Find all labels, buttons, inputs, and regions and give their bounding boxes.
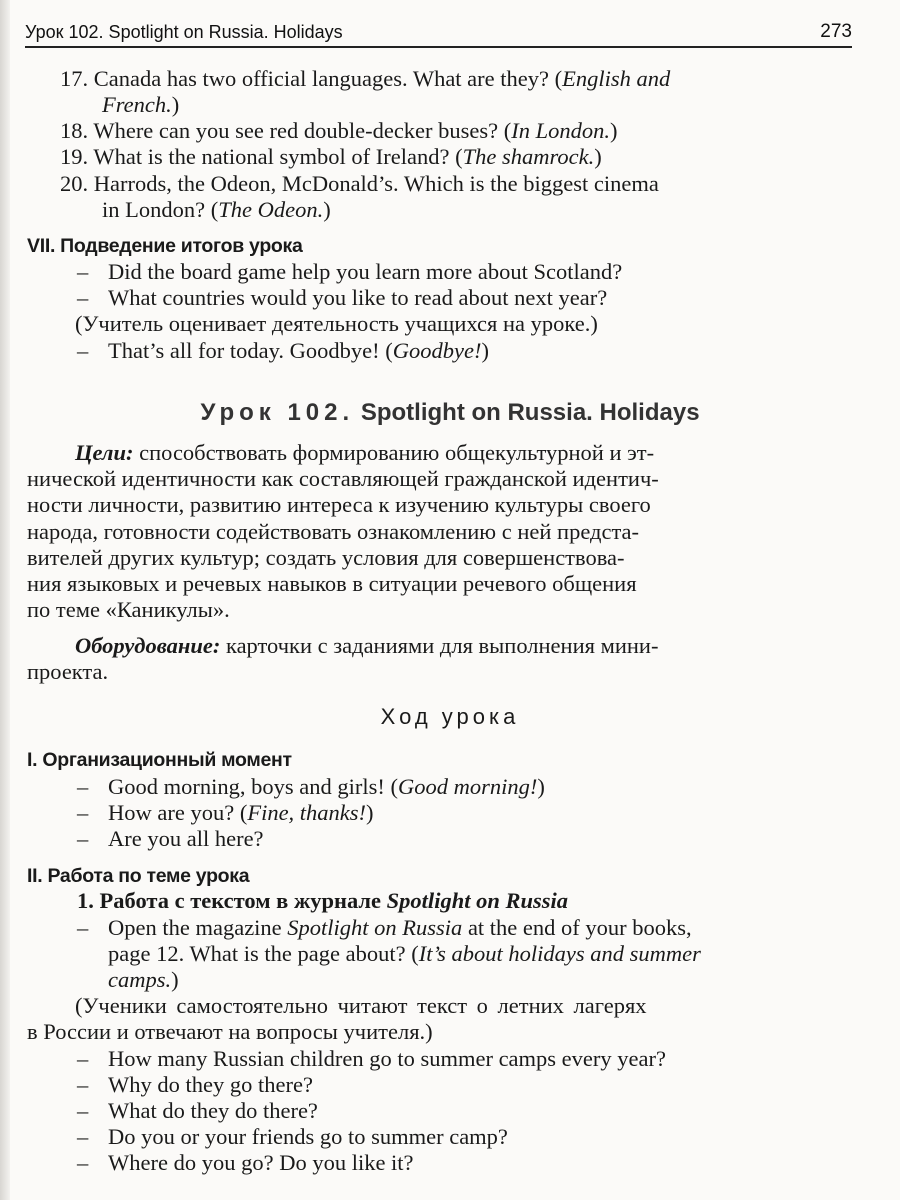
item-question: Canada has two official languages. What are they? ( [93,66,563,91]
dash: – [77,826,89,851]
quiz-item-17-cont [102,92,179,118]
running-header [25,20,852,48]
paren-close: ) [537,774,545,799]
paren-close: ) [323,197,331,222]
section-heading-ii: II. Работа по теме урока [27,865,250,887]
dash: – [77,1124,89,1149]
item-number: 18. [60,118,89,143]
dialog-text [108,915,692,941]
equipment-line: проекта. [27,659,109,684]
dash: – [77,774,89,799]
dialog-line-cont [108,967,179,993]
dialog-question: How are you? ( [108,800,248,825]
dialog-question: Good morning, boys and girls! ( [108,774,398,799]
goals-label: Цели: [75,440,134,465]
goals-line: ния языковых и речевых навыков в ситуации речевого общения [27,571,637,596]
question-text: What do they do there? [108,1098,318,1123]
question-text: Why do they go there? [108,1072,313,1097]
text: Open the magazine [108,915,282,940]
dialog-text [108,338,489,364]
item-number: 17. [60,66,89,91]
question-text: Where do you go? Do you like it? [108,1150,414,1175]
item-question: Harrods, the Odeon, McDonald’s. Which is the biggest cinema [93,171,659,196]
dialog-line-cont [108,941,701,967]
dialog-answer: Fine, thanks! [247,800,367,825]
running-header-title: Урок 102. Spotlight on Russia. Holidays [25,22,343,42]
dialog-text [108,774,545,800]
item-answer: The shamrock. [462,144,595,169]
dialog-answer: Good morning! [397,774,538,799]
text: at the end of your books, [467,915,692,940]
quiz-item-17 [60,66,670,92]
dialog-question: That’s all for today. Goodbye! ( [108,338,393,363]
item-question-cont: in London? ( [102,197,219,222]
dash: – [77,338,89,363]
dialog-text: Are you all here? [108,826,264,851]
paren-close: ) [610,118,618,143]
section-heading-i: I. Организационный момент [27,749,292,771]
page-edge-shadow [0,0,10,1200]
dialog-answer: It’s about holidays and summer [418,941,701,966]
course-heading: Ход урока [380,704,520,729]
magazine-title: Spotlight on Russia [287,915,463,940]
paren-close: ) [171,92,180,117]
dash: – [77,259,89,284]
dialog-answer-cont: camps. [108,967,172,992]
goals-line: ности личности, развитию интереса к изучению культуры своего [27,492,651,517]
equipment-line-1 [75,633,658,659]
quiz-item-18 [60,118,618,144]
lesson-title-rest: Spotlight on Russia. Holidays [360,399,700,426]
item-answer: The Odeon. [218,197,324,222]
item-answer-cont: French. [102,92,172,117]
item-number: 19. [60,144,89,169]
goals-line: вителей других культур; создать условия для совершенствова- [27,545,625,570]
dialog-answer: Goodbye! [392,338,482,363]
dialog-text: Did the board game help you learn more about Scotland? [108,259,623,284]
dialog-text [108,800,374,826]
students-note-line-2: в России и отвечают на вопросы учителя.) [27,1019,433,1044]
dash: – [77,1098,89,1123]
lesson-title [0,399,900,427]
goals-line: нической идентичности как составляющей гражданской идентич- [27,466,659,491]
lesson-title-prefix: Урок 102. [200,399,355,426]
item-question: Where can you see red double-decker buses? ( [93,118,512,143]
goals-text: способствовать формированию общекультурной и эт- [139,440,655,465]
equipment-text: карточки с заданиями для выполнения мини- [225,633,659,658]
goals-line-1 [75,440,654,466]
item-number: 20. [60,171,89,196]
quiz-item-20 [60,171,659,197]
paren-close: ) [171,967,179,992]
section-heading-vii: VII. Подведение итогов урока [27,235,303,257]
dash: – [77,915,89,940]
goals-line: по теме «Каникулы». [27,597,230,622]
dialog-text: What countries would you like to read about next year? [108,285,608,310]
goals-line: народа, готовности содействовать ознакомлению с ней предста- [27,519,640,544]
dash: – [77,1046,89,1071]
quiz-item-20-cont [102,197,331,223]
paren-close: ) [481,338,489,363]
sub-heading [77,888,568,914]
item-question: What is the national symbol of Ireland? ( [93,144,463,169]
quiz-item-19 [60,144,602,170]
dash: – [77,800,89,825]
paren-close: ) [366,800,374,825]
teacher-note: (Учитель оценивает деятельность учащихся на уроке.) [75,311,598,336]
item-answer: In London. [511,118,611,143]
sub-heading-italic: Spotlight on Russia [386,888,569,913]
sub-heading-text: Работа с текстом в журнале [99,888,382,913]
question-text: Do you or your friends go to summer camp? [108,1124,508,1149]
dash: – [77,285,89,310]
item-answer: English and [562,66,671,91]
dash: – [77,1150,89,1175]
sub-heading-number: 1. [77,888,94,913]
paren-close: ) [594,144,602,169]
page-number: 273 [820,21,852,42]
text: page 12. What is the page about? ( [108,941,419,966]
students-note-line-1: (Ученики самостоятельно читают текст о летних лагерях [75,993,647,1018]
equipment-label: Оборудование: [75,633,221,658]
question-text: How many Russian children go to summer camps every year? [108,1046,666,1071]
dash: – [77,1072,89,1097]
